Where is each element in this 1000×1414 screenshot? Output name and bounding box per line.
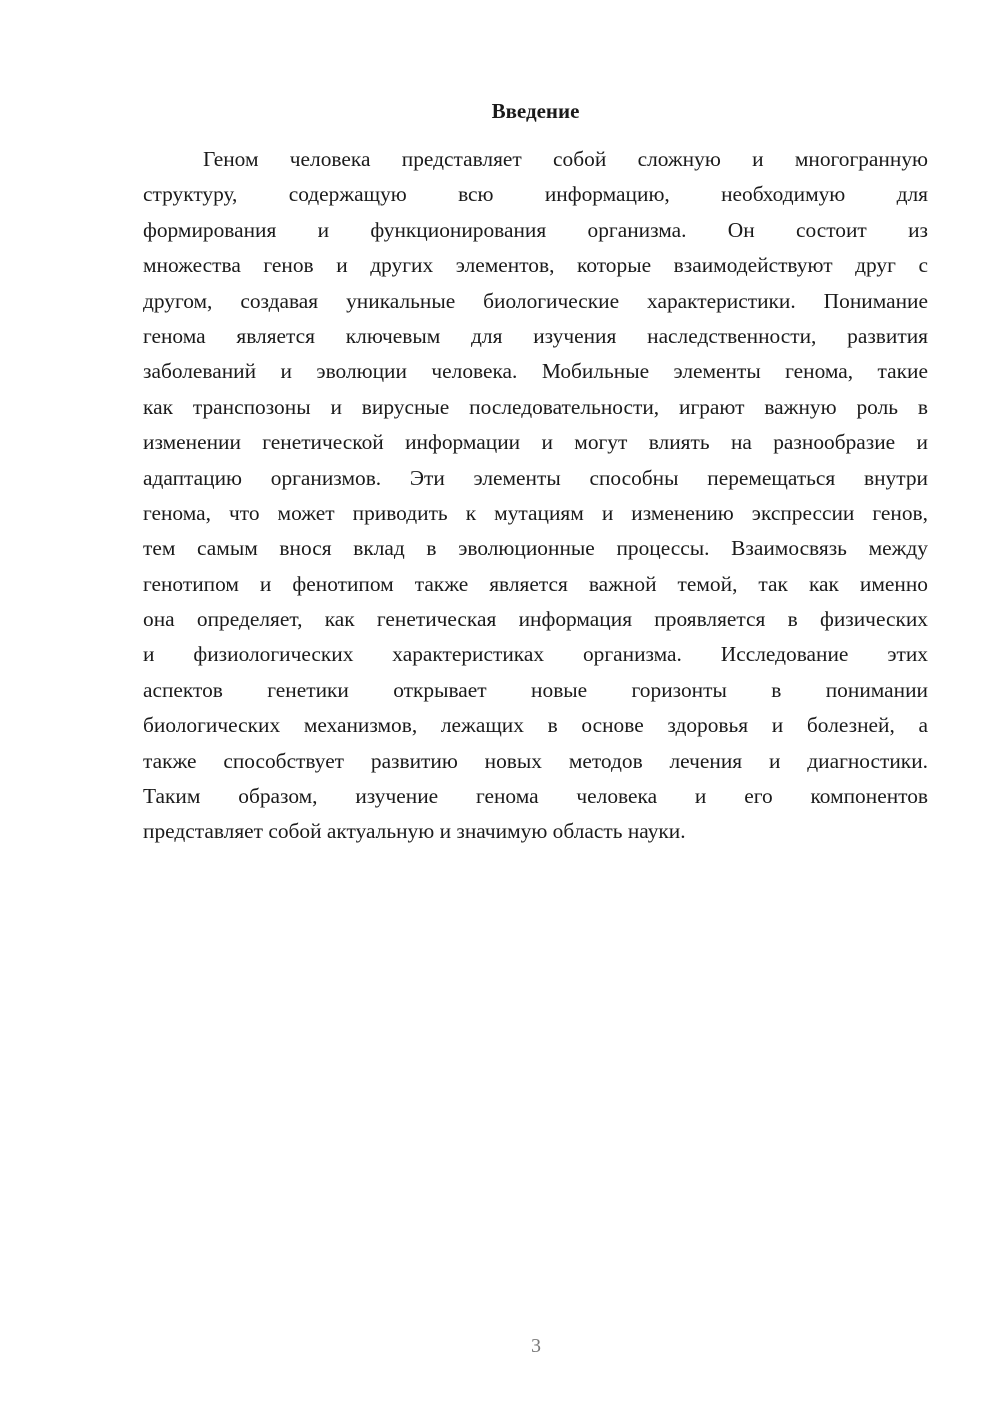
paragraph-line: тем самым внося вклад в эволюционные процессы. Взаимосвязь между bbox=[143, 536, 928, 561]
paragraph-line: адаптацию организмов. Эти элементы способны перемещаться внутри bbox=[143, 465, 928, 490]
body-paragraph bbox=[143, 142, 928, 850]
paragraph-line: генома является ключевым для изучения наследственности, развития bbox=[143, 323, 928, 348]
paragraph-line: генома, что может приводить к мутациям и изменению экспрессии генов, bbox=[143, 500, 928, 525]
paragraph-line: заболеваний и эволюции человека. Мобильные элементы генома, такие bbox=[143, 359, 928, 384]
paragraph-line: она определяет, как генетическая информация проявляется в физических bbox=[143, 607, 928, 632]
paragraph-line: генотипом и фенотипом также является важной темой, так как именно bbox=[143, 571, 928, 596]
paragraph-line: изменении генетической информации и могут влиять на разнообразие и bbox=[143, 430, 928, 455]
paragraph-line: биологических механизмов, лежащих в основе здоровья и болезней, а bbox=[143, 713, 928, 738]
paragraph-line: как транспозоны и вирусные последовательности, играют важную роль в bbox=[143, 394, 928, 419]
paragraph-line: множества генов и других элементов, которые взаимодействуют друг с bbox=[143, 253, 928, 278]
section-heading: Введение bbox=[491, 99, 580, 123]
paragraph-line: и физиологических характеристиках организма. Исследование этих bbox=[143, 642, 928, 667]
paragraph-line: формирования и функционирования организма. Он состоит из bbox=[143, 217, 928, 242]
paragraph-line: другом, создавая уникальные биологические характеристики. Понимание bbox=[143, 288, 928, 313]
paragraph-line: также способствует развитию новых методов лечения и диагностики. bbox=[143, 748, 928, 773]
paragraph-line: структуру, содержащую всю информацию, необходимую для bbox=[143, 182, 928, 207]
paragraph-line: Геном человека представляет собой сложную и многогранную bbox=[203, 147, 928, 171]
paragraph-line: Таким образом, изучение генома человека и его компонентов bbox=[143, 784, 928, 809]
paragraph-line: аспектов генетики открывает новые горизонты в понимании bbox=[143, 677, 928, 702]
paragraph-line: представляет собой актуальную и значимую область науки. bbox=[143, 819, 686, 844]
page-number: 3 bbox=[531, 1335, 541, 1357]
